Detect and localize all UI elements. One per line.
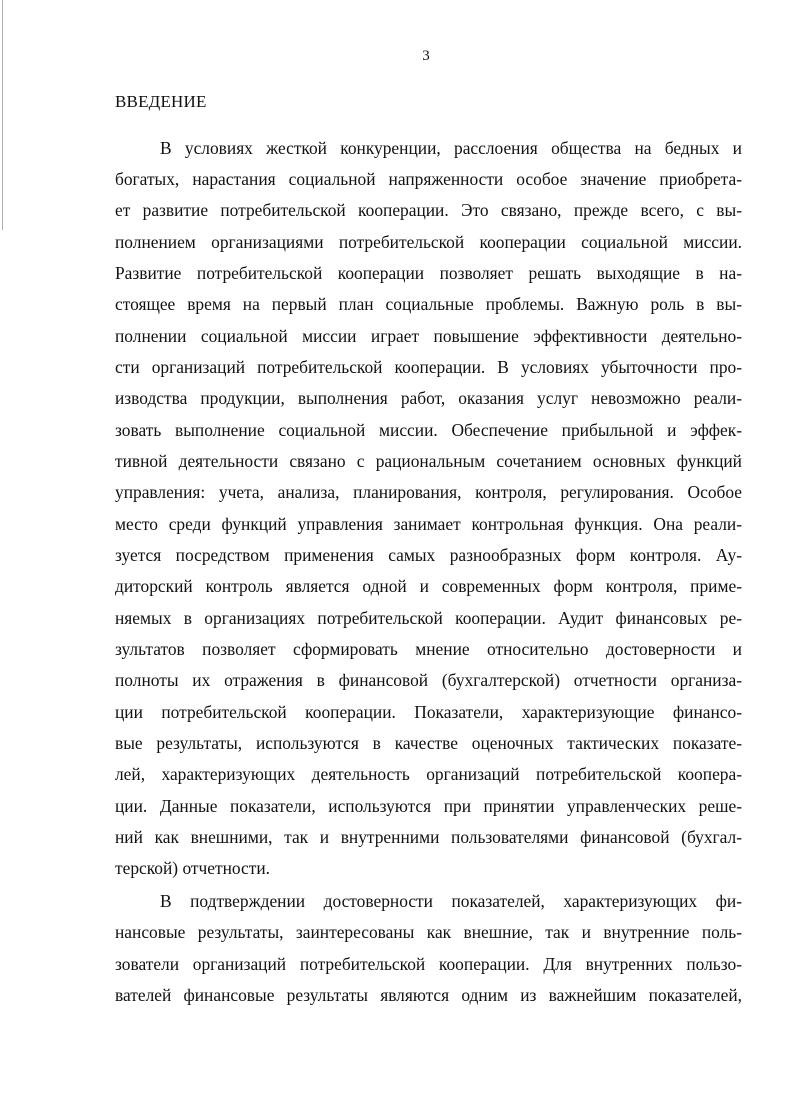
text-line: Развитие потребительской кооперации позволяет решать выходящие в на-	[115, 263, 742, 283]
text-line: терской) отчетности.	[115, 858, 270, 878]
text-line: В подтверждении достоверности показателей, характеризующих фи-	[160, 891, 742, 911]
page-edge-divider	[2, 0, 3, 230]
text-line: место среди функций управления занимает контрольная функция. Она реали-	[115, 514, 742, 534]
text-line: сти организаций потребительской кооперации. В условиях убыточности про-	[115, 357, 742, 377]
text-line: тивной деятельности связано с рациональным сочетанием основных функций	[115, 451, 742, 471]
text-line: богатых, нарастания социальной напряженности особое значение приобрета-	[115, 169, 742, 189]
text-line: ний как внешними, так и внутренними пользователями финансовой (бухгал-	[115, 827, 742, 847]
text-line: полнении социальной миссии играет повышение эффективности деятельно-	[115, 326, 742, 346]
text-line: няемых в организациях потребительской кооперации. Аудит финансовых ре-	[115, 608, 742, 628]
text-line: полноты их отражения в финансовой (бухгалтерской) отчетности организа-	[115, 670, 742, 690]
text-line: изводства продукции, выполнения работ, оказания услуг невозможно реали-	[115, 388, 742, 408]
text-line: стоящее время на первый план социальные проблемы. Важную роль в вы-	[115, 294, 742, 314]
text-line: управления: учета, анализа, планирования, контроля, регулирования. Особое	[115, 482, 742, 502]
text-line: зультатов позволяет сформировать мнение относительно достоверности и	[115, 639, 742, 659]
text-line: зовать выполнение социальной миссии. Обеспечение прибыльной и эффек-	[115, 420, 742, 440]
text-line: лей, характеризующих деятельность организаций потребительской коопера-	[115, 764, 742, 784]
text-line: зуется посредством применения самых разнообразных форм контроля. Ау-	[115, 545, 742, 565]
page-title: ВВЕДЕНИЕ	[115, 92, 207, 111]
text-line: полнением организациями потребительской кооперации социальной миссии.	[115, 232, 742, 252]
text-line: ет развитие потребительской кооперации. Это связано, прежде всего, с вы-	[115, 200, 742, 220]
text-line: нансовые результаты, заинтересованы как внешние, так и внутренние поль-	[115, 922, 742, 942]
text-line: ции. Данные показатели, используются при принятии управленческих реше-	[115, 796, 742, 816]
text-line: ции потребительской кооперации. Показатели, характеризующие финансо-	[115, 702, 742, 722]
text-line: В условиях жесткой конкуренции, расслоения общества на бедных и	[160, 138, 742, 158]
text-line: диторский контроль является одной и современных форм контроля, приме-	[115, 576, 742, 596]
page-number: 3	[422, 48, 430, 64]
text-line: вателей финансовые результаты являются одним из важнейшим показателей,	[115, 985, 742, 1005]
text-line: вые результаты, используются в качестве оценочных тактических показате-	[115, 733, 742, 753]
text-line: зователи организаций потребительской кооперации. Для внутренних пользо-	[115, 954, 742, 974]
